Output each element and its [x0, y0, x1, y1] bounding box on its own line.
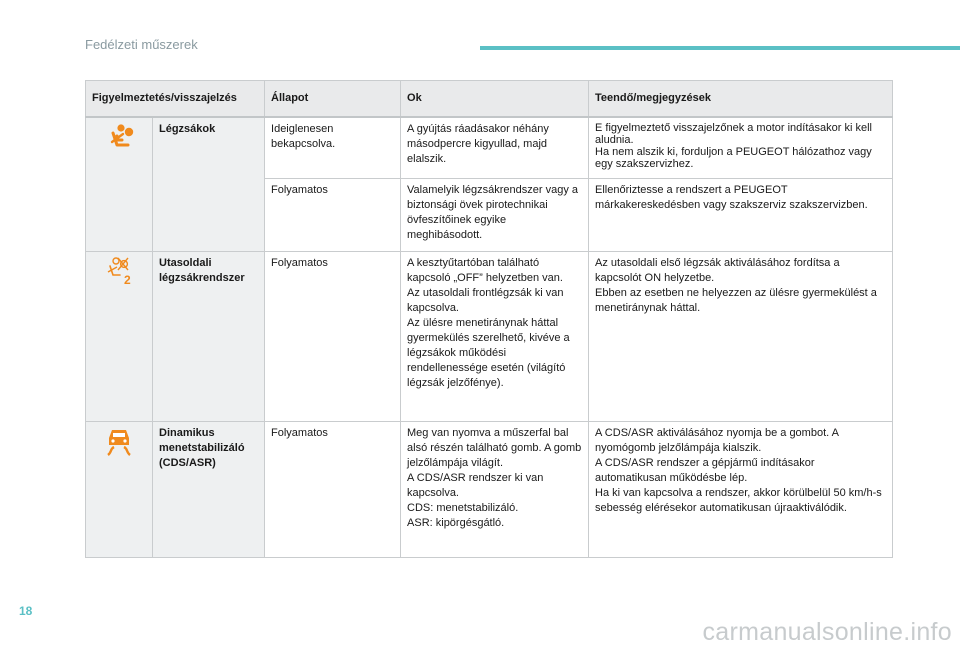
column-header-cause: Ok [401, 81, 589, 118]
action-text: Ha ki van kapcsolva a rendszer, akkor körülbelül 50 km/h-s sebesség elérésekor automatikusan újraaktiválódik. [595, 487, 882, 514]
action-text: E figyelmeztető visszajelzőnek a motor indításakor ki kell aludnia. [595, 122, 872, 146]
cause-cell: Valamelyik légzsákrendszer vagy a biztonsági övek pirotechnikai övfeszítőinek egyike meghibásodott. [401, 179, 589, 252]
cause-cell [401, 422, 589, 558]
cause-text: A CDS/ASR rendszer ki van kapcsolva. [407, 472, 544, 499]
cause-text: Meg van nyomva a műszerfal bal alsó részén található gomb. A gomb jelzőlámpája világít. [407, 427, 582, 469]
icon-cell [86, 252, 153, 422]
section-title: Fedélzeti műszerek [85, 37, 198, 52]
watermark: carmanualsonline.info [702, 618, 952, 646]
state-cell: Ideiglenesen bekapcsolva. [265, 117, 401, 179]
warning-name: Utasoldali légzsákrendszer [153, 252, 265, 422]
state-cell: Folyamatos [265, 179, 401, 252]
cause-cell [401, 252, 589, 422]
column-header-warning: Figyelmeztetés/visszajelzés [86, 81, 265, 118]
airbag-icon [104, 122, 134, 152]
passenger-airbag-off-icon [104, 256, 134, 286]
action-text: Ellenőriztesse a rendszert a PEUGEOT márkakereskedésben vagy szakszerviz szakszervizben. [595, 184, 868, 211]
header-accent-bar [480, 46, 960, 50]
svg-text:2: 2 [124, 273, 131, 286]
action-text: Az utasoldali első légzsák aktiválásához fordítsa a kapcsolót ON helyzetbe. [595, 257, 840, 284]
action-cell [589, 422, 893, 558]
column-header-action: Teendő/megjegyzések [589, 81, 893, 118]
state-cell: Folyamatos [265, 422, 401, 558]
cause-text: CDS: menetstabilizáló. [407, 502, 519, 514]
cause-text: ASR: kipörgésgátló. [407, 517, 505, 529]
cause-text: A kesztyűtartóban található kapcsoló „OFF” helyzetben van. [407, 257, 563, 284]
action-text: Ebben az esetben ne helyezzen az ülésre gyermekülést a menetiránynak háttal. [595, 287, 877, 314]
icon-cell [86, 422, 153, 558]
cause-text: Az utasoldali frontlégzsák ki van kapcsolva. [407, 287, 564, 314]
warning-name: Légzsákok [153, 117, 265, 252]
table-row [86, 422, 893, 558]
action-cell [589, 252, 893, 422]
page-number: 18 [19, 604, 33, 618]
cause-cell: A gyújtás ráadásakor néhány másodpercre kigyullad, majd elalszik. [401, 117, 589, 179]
column-header-state: Állapot [265, 81, 401, 118]
action-text: A CDS/ASR rendszer a gépjármű indításakor automatikusan működésbe lép. [595, 457, 815, 484]
action-text: Ha nem alszik ki, forduljon a PEUGEOT hálózathoz vagy egy szakszervizhez. [595, 146, 872, 170]
state-cell: Folyamatos [265, 252, 401, 422]
table-row [86, 252, 893, 422]
action-cell [589, 117, 893, 179]
table-row [86, 117, 893, 179]
stability-control-icon [104, 426, 134, 456]
warning-name: Dinamikus menetstabilizáló (CDS/ASR) [153, 422, 265, 558]
action-text: A CDS/ASR aktiválásához nyomja be a gombot. A nyomógomb jelzőlámpája kialszik. [595, 427, 839, 454]
action-cell [589, 179, 893, 252]
icon-cell [86, 117, 153, 252]
warning-lights-table [85, 80, 893, 558]
cause-text: Az ülésre menetiránynak háttal gyermekülés szerelhető, kivéve a légzsákok működési rendellenessége esetén (világító légzsák jelzőfénye). [407, 317, 570, 389]
table-header-row [86, 81, 893, 118]
